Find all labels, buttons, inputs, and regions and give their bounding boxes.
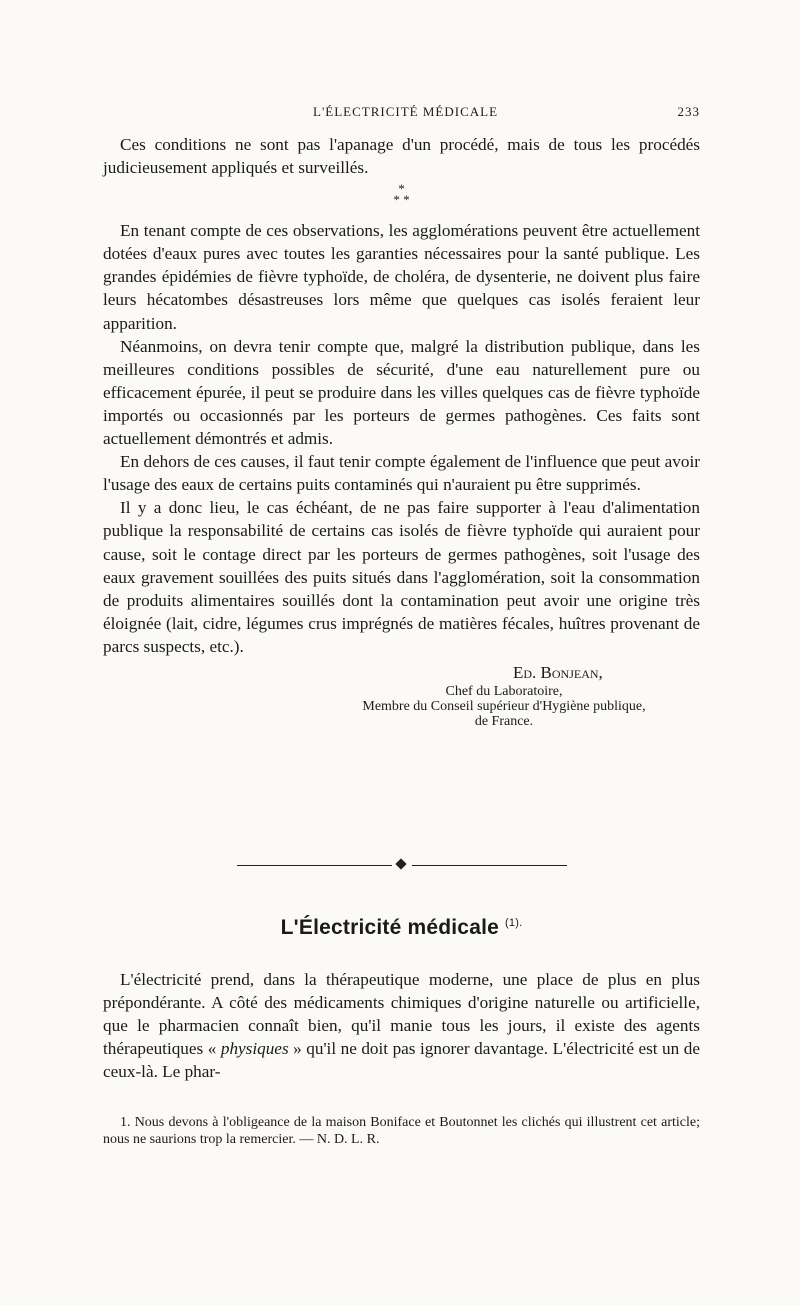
section-title (103, 916, 700, 940)
section-body (103, 968, 700, 1083)
asterism-top: * (398, 181, 405, 197)
footnote-reference: (1). (505, 917, 523, 929)
section-text-b: » qu'il ne doit pas ignorer davantage. L'électricité est un de ceux-là. Le phar- (103, 1039, 700, 1082)
paragraph-1: Ces conditions ne sont pas l'apanage d'un procédé, mais de tous les procédés judicieusement appliqués et surveillés. (103, 135, 700, 178)
running-header (103, 104, 700, 124)
section-text-a: L'électricité prend, dans la thérapeutique moderne, une place de plus en plus prépondérante. A côté des médicaments chimiques d'origine naturelle ou artificielle, que le pharmacien connaît bien, qu'il manie tous les jours, il existe des agents thérapeutiques « (103, 970, 700, 1059)
running-title: L'ÉLECTRICITÉ MÉDICALE (313, 104, 499, 119)
section-text-italic: physiques (220, 1039, 289, 1059)
footnote (103, 1114, 700, 1148)
page-number: 233 (677, 104, 700, 119)
paragraph-3: Néanmoins, on devra tenir compte que, malgré la distribution publique, dans les meilleures conditions possibles de sécurité, d'une eau naturellement pure ou efficacement épurée, il peut se produire dans les villes quelques cas de fièvre typhoïde importés ou occasionnés par les porteurs de germes pathogènes. Ces faits sont actuellement démontrés et admis. (103, 336, 700, 449)
signature-name: Ed. Bonjean, (513, 662, 603, 682)
footnote-text: 1. Nous devons à l'obligeance de la maison Boniface et Boutonnet les clichés qui illustrent cet article; nous ne saurions trop la remercier. — N. D. L. R. (103, 1115, 700, 1147)
signature-affiliation (308, 684, 700, 729)
paragraph-5: Il y a donc lieu, le cas échéant, de ne pas faire supporter à l'eau d'alimentation publique la responsabilité de certains cas isolés de fièvre typhoïde qui auraient pour cause, soit le contage direct par les porteurs de germes pathogènes, soit l'usage des eaux gravement souillées des puits situés dans l'agglomération, soit la consommation de produits alimentaires souillés dont la contamination peut avoir une origine très éloignée (lait, cidre, légumes crus imprégnés de matières fécales, huîtres provenant de parcs suspects, etc.). (103, 498, 700, 656)
diamond-ornament-icon (395, 858, 406, 869)
section-title-text: L'Électricité médicale (280, 916, 499, 939)
affiliation-line-3: de France. (474, 713, 534, 729)
divider-line-left (237, 865, 392, 866)
section-paragraph-1 (103, 968, 700, 1083)
article-body (103, 133, 700, 729)
affiliation-line-1: Chef du Laboratoire, (445, 683, 563, 699)
affiliation-line-2: Membre du Conseil supérieur d'Hygiène publique, (362, 698, 646, 714)
asterism-separator (103, 179, 700, 219)
paragraph-4: En dehors de ces causes, il faut tenir compte également de l'influence que peut avoir l'usage des eaux de certains puits contaminés qui n'auraient pu être supprimés. (103, 452, 700, 495)
asterism-bottom: * * (393, 192, 410, 208)
paragraph-2: En tenant compte de ces observations, les agglomérations peuvent être actuellement dotées d'eaux pures avec toutes les garanties nécessaires pour la santé publique. Les grandes épidémies de fièvre typhoïde, de choléra, de dysenterie, ne doivent plus faire leurs hécatombes désastreuses lors même que quelques cas isolés feraient leur apparition. (103, 221, 700, 333)
divider-line-right (412, 865, 567, 866)
section-divider (237, 858, 567, 872)
